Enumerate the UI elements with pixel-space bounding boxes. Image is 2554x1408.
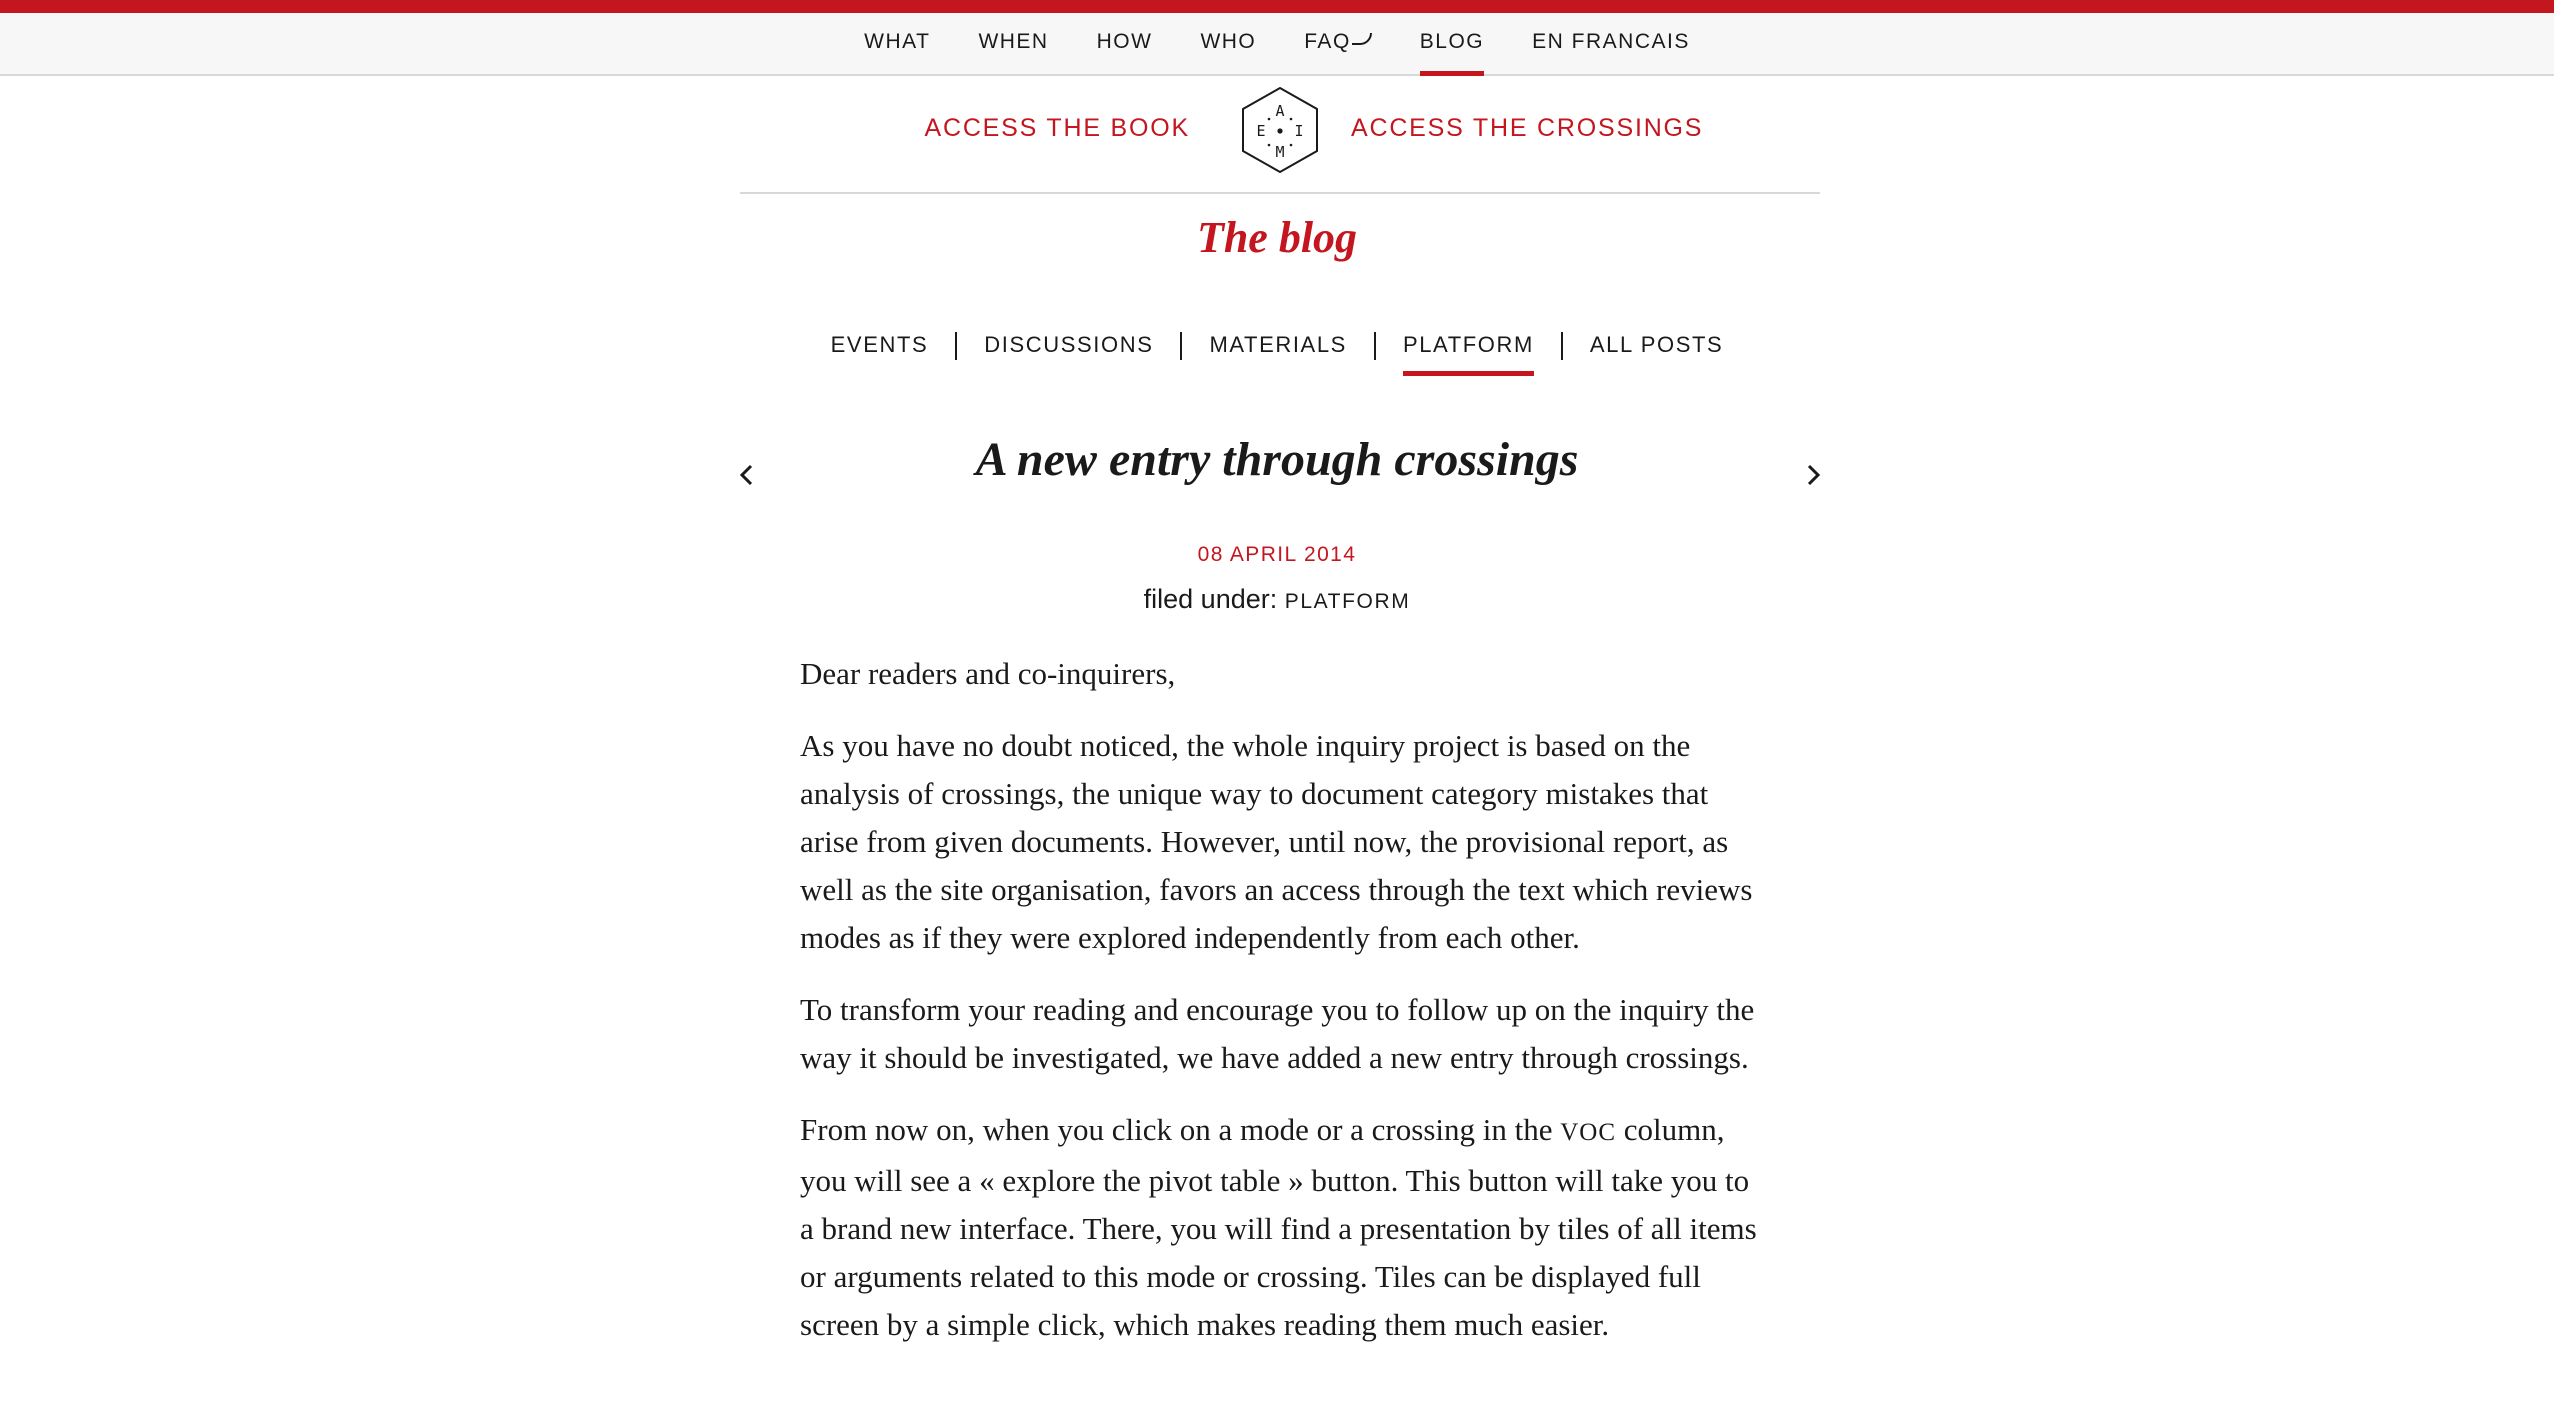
nav-item-label: WHO bbox=[1200, 30, 1257, 53]
tab-platform[interactable]: PLATFORM bbox=[1403, 322, 1534, 376]
post-title: A new entry through crossings bbox=[975, 433, 1579, 486]
nav-item-who[interactable] bbox=[1200, 13, 1256, 74]
nav-item-blog[interactable] bbox=[1420, 13, 1484, 74]
tab-discussions[interactable]: DISCUSSIONS bbox=[984, 332, 1154, 357]
logo-letter-left: E bbox=[1256, 122, 1266, 140]
access-crossings-link[interactable]: ACCESS THE CROSSINGS bbox=[1351, 114, 1704, 142]
nav-item-en-francais[interactable] bbox=[1532, 13, 1690, 74]
next-post-button[interactable] bbox=[1798, 458, 1828, 492]
tab-all-posts[interactable]: ALL POSTS bbox=[1589, 332, 1724, 357]
post-category-link[interactable]: PLATFORM bbox=[1284, 590, 1411, 613]
nav-item-label: EN FRANCAIS bbox=[1532, 30, 1690, 53]
nav-item-label: WHAT bbox=[864, 30, 931, 53]
nav-item-label: FAQ bbox=[1304, 30, 1351, 53]
post-paragraph: To transform your reading and encourage you to follow up on the inquiry the way it should be investigated, we have added a new entry through crossings. bbox=[800, 992, 1755, 1075]
nav-item-label: HOW bbox=[1096, 30, 1153, 53]
paragraph-text: From now on, when you click on a mode or a crossing in the bbox=[800, 1112, 1561, 1147]
nav-item-faq[interactable] bbox=[1304, 13, 1372, 74]
access-book-link[interactable]: ACCESS THE BOOK bbox=[924, 114, 1190, 142]
nav-item-label: WHEN bbox=[978, 30, 1049, 53]
nav-item-how[interactable] bbox=[1097, 13, 1153, 74]
tab-divider bbox=[1561, 332, 1563, 360]
tab-events[interactable]: EVENTS bbox=[830, 332, 929, 357]
tab-divider bbox=[955, 332, 957, 360]
paragraph-text: column, you will see a « explore the pivot table » button. This button will take you to a brand new interface. There, you will find a presentation by tiles of all items or arguments related to this mode or crossing. Tiles can be displayed full screen by a simple click, which makes reading them much easier. bbox=[800, 1112, 1757, 1342]
main-navigation bbox=[0, 13, 2554, 76]
post-body bbox=[800, 650, 1760, 1373]
access-bar bbox=[740, 74, 1820, 194]
post-paragraph: Dear readers and co-inquirers, bbox=[800, 656, 1176, 691]
filed-under-label: filed under: bbox=[1143, 584, 1278, 614]
tab-divider bbox=[1374, 332, 1376, 360]
logo-letter-right: I bbox=[1294, 122, 1304, 140]
tab-divider bbox=[1180, 332, 1182, 360]
post-paragraph: As you have no doubt noticed, the whole inquiry project is based on the analysis of crossings, the unique way to document category mistakes that arise from given documents. However, until now, the provisional report, as well as the site organisation, favors an access through the text which reviews modes as if they were explored independently from each other. bbox=[800, 728, 1753, 955]
post-paragraph bbox=[800, 1106, 1760, 1349]
page-title: The blog bbox=[1196, 213, 1358, 262]
faq-swash-icon bbox=[1352, 33, 1372, 45]
tab-materials[interactable]: MATERIALS bbox=[1209, 332, 1347, 357]
post-date: 08 APRIL 2014 bbox=[1197, 543, 1357, 566]
logo-letter-top: A bbox=[1275, 102, 1285, 120]
chevron-right-icon bbox=[1798, 458, 1828, 492]
nav-item-what[interactable] bbox=[864, 13, 930, 74]
voc-term: VOC bbox=[1560, 1119, 1617, 1146]
blog-category-tabs bbox=[0, 322, 2554, 382]
nav-item-when[interactable] bbox=[978, 13, 1048, 74]
post-category-line bbox=[0, 584, 2554, 615]
nav-item-label: BLOG bbox=[1419, 30, 1485, 53]
top-accent-stripe bbox=[0, 0, 2554, 13]
aime-logo-icon[interactable] bbox=[1240, 86, 1320, 174]
logo-letter-bottom: M bbox=[1275, 143, 1285, 161]
